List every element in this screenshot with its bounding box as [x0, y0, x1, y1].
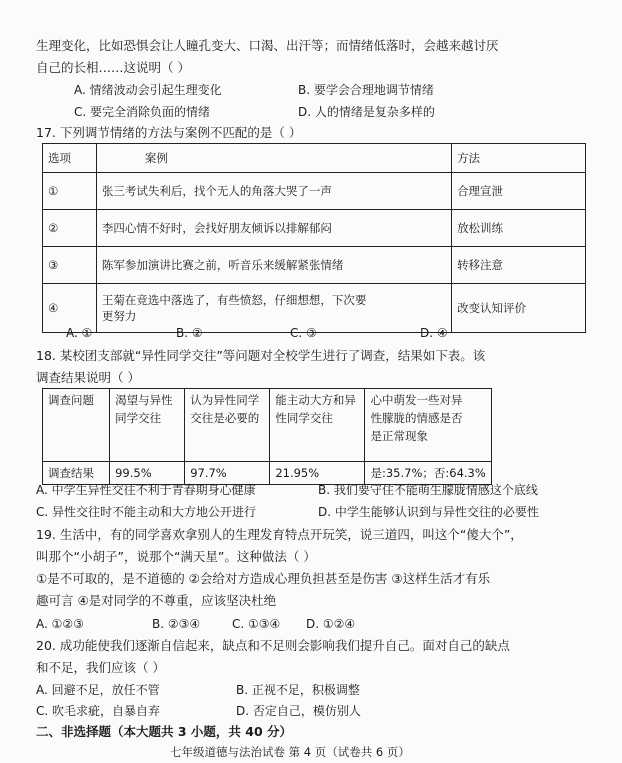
header-col-1: [110, 389, 185, 462]
row-value-2: 97.7%: [185, 462, 270, 485]
intro-line-2: 自己的长相……这说明（ ）: [36, 60, 190, 75]
row-value-4: 是:35.7%；否:64.3%: [365, 462, 492, 485]
q18-stem-line-1: 18. 某校团支部就“异性同学交往”等问题对全校学生进行了调查，结果如下表。该: [36, 348, 486, 363]
table-row: [43, 247, 586, 284]
header-col-3-line-2: 性同学交往: [275, 411, 333, 425]
q19-line-3: ①是不可取的，是不道德的 ②会给对方造成心理负担甚至是伤害 ③这样生活才有乐: [36, 571, 491, 586]
header-col-1-line-1: 渴望与异性: [115, 393, 173, 407]
q19-choice-b: B. ②③④: [152, 617, 201, 631]
intro-option-d: D. 人的情绪是复杂多样的: [298, 105, 435, 119]
header-survey-question: 调查问题: [43, 389, 110, 462]
q19-choice-d: D. ①②④: [306, 617, 356, 631]
q18-option-a: A. 中学生异性交往不利于青春期身心健康: [36, 483, 256, 497]
q18-stem-line-2: 调查结果说明（ ）: [36, 370, 140, 385]
header-col-4: [365, 389, 492, 462]
row-case: 李四心情不好时，会找好朋友倾诉以排解郁闷: [96, 210, 451, 247]
header-col-2: [185, 389, 270, 462]
q20-option-a: A. 回避不足，放任不管: [36, 683, 160, 697]
q19-line-4: 趣可言 ④是对同学的不尊重，应该坚决杜绝: [36, 593, 277, 608]
table-header-row: [43, 144, 586, 173]
q19-line-1: 19. 生活中，有的同学喜欢拿别人的生理发育特点开玩笑，说三道四，叫这个“傻大个”，: [36, 527, 523, 542]
intro-option-b: B. 要学会合理地调节情绪: [298, 83, 434, 97]
row-option: ④: [43, 284, 97, 333]
q18-option-b: B. 我们要守住不能萌生朦胧情感这个底线: [318, 483, 538, 497]
q19-line-2: 叫那个“小胡子”，说那个“满天星”。这种做法（ ）: [36, 549, 316, 564]
row-case-line-2: 更努力: [101, 309, 137, 323]
q17-choice-d: D. ④: [420, 326, 448, 340]
row-method: 改变认知评价: [452, 284, 586, 333]
q18-option-c: C. 异性交往时不能主动和大方地公开进行: [36, 505, 257, 519]
header-col-4-line-1: 心中萌发一些对异: [370, 393, 463, 407]
q20-option-c: C. 吹毛求疵，自暴自弃: [36, 704, 161, 718]
row-case: 陈军参加演讲比赛之前，听音乐来缓解紧张情绪: [96, 247, 451, 284]
row-case: [96, 284, 451, 333]
intro-option-c: C. 要完全消除负面的情绪: [74, 105, 211, 119]
header-method: 方法: [452, 144, 586, 173]
header-col-3: [270, 389, 365, 462]
row-case-line-1: 王菊在竞选中落选了，有些愤怒，仔细想想，下次要: [101, 293, 367, 307]
q17-stem: 17. 下列调节情绪的方法与案例不匹配的是（ ）: [36, 125, 302, 140]
section-2-heading: 二、非选择题（本大题共 3 小题，共 40 分）: [36, 724, 293, 739]
row-value-1: 99.5%: [110, 462, 185, 485]
header-col-3-line-1: 能主动大方和异: [275, 393, 356, 407]
row-method: 放松训练: [452, 210, 586, 247]
row-option: ③: [43, 247, 97, 284]
q20-option-b: B. 正视不足，积极调整: [236, 683, 360, 697]
header-case: 案例: [96, 144, 451, 173]
row-label: 调查结果: [43, 462, 110, 485]
q20-line-1: 20. 成功能使我们逐渐自信起来，缺点和不足则会影响我们提升自己。面对自己的缺点: [36, 638, 510, 653]
q19-choice-a: A. ①②③: [36, 617, 84, 631]
header-option: 选项: [43, 144, 97, 173]
row-option: ②: [43, 210, 97, 247]
page-footer: 七年级道德与法治试卷 第 4 页（试卷共 6 页）: [170, 745, 410, 759]
row-method: 转移注意: [452, 247, 586, 284]
header-col-2-line-1: 认为异性同学: [190, 393, 260, 407]
q18-table: [42, 388, 492, 485]
q17-choice-c: C. ③: [290, 326, 317, 340]
header-col-4-line-2: 性朦胧的情感是否: [370, 411, 463, 425]
header-col-1-line-2: 同学交往: [115, 411, 162, 425]
q20-line-2: 和不足，我们应该（ ）: [36, 660, 165, 675]
row-value-3: 21.95%: [270, 462, 365, 485]
q17-table: [42, 143, 586, 333]
header-col-2-line-2: 交往是必要的: [190, 411, 260, 425]
q17-choice-b: B. ②: [176, 326, 203, 340]
table-header-row: [43, 389, 492, 462]
q20-option-d: D. 否定自己，模仿别人: [236, 704, 361, 718]
table-row: [43, 210, 586, 247]
table-row: [43, 173, 586, 210]
intro-option-a: A. 情绪波动会引起生理变化: [74, 83, 222, 97]
header-col-4-line-3: 是正常现象: [370, 429, 428, 443]
q17-choice-a: A. ①: [66, 326, 93, 340]
row-case: 张三考试失利后，找个无人的角落大哭了一声: [96, 173, 451, 210]
row-method: 合理宣泄: [452, 173, 586, 210]
row-option: ①: [43, 173, 97, 210]
q18-option-d: D. 中学生能够认识到与异性交往的必要性: [318, 505, 539, 519]
q19-choice-c: C. ①③④: [232, 617, 281, 631]
intro-line-1: 生理变化，比如恐惧会让人瞳孔变大、口渴、出汗等；而情绪低落时，会越来越讨厌: [36, 38, 499, 53]
